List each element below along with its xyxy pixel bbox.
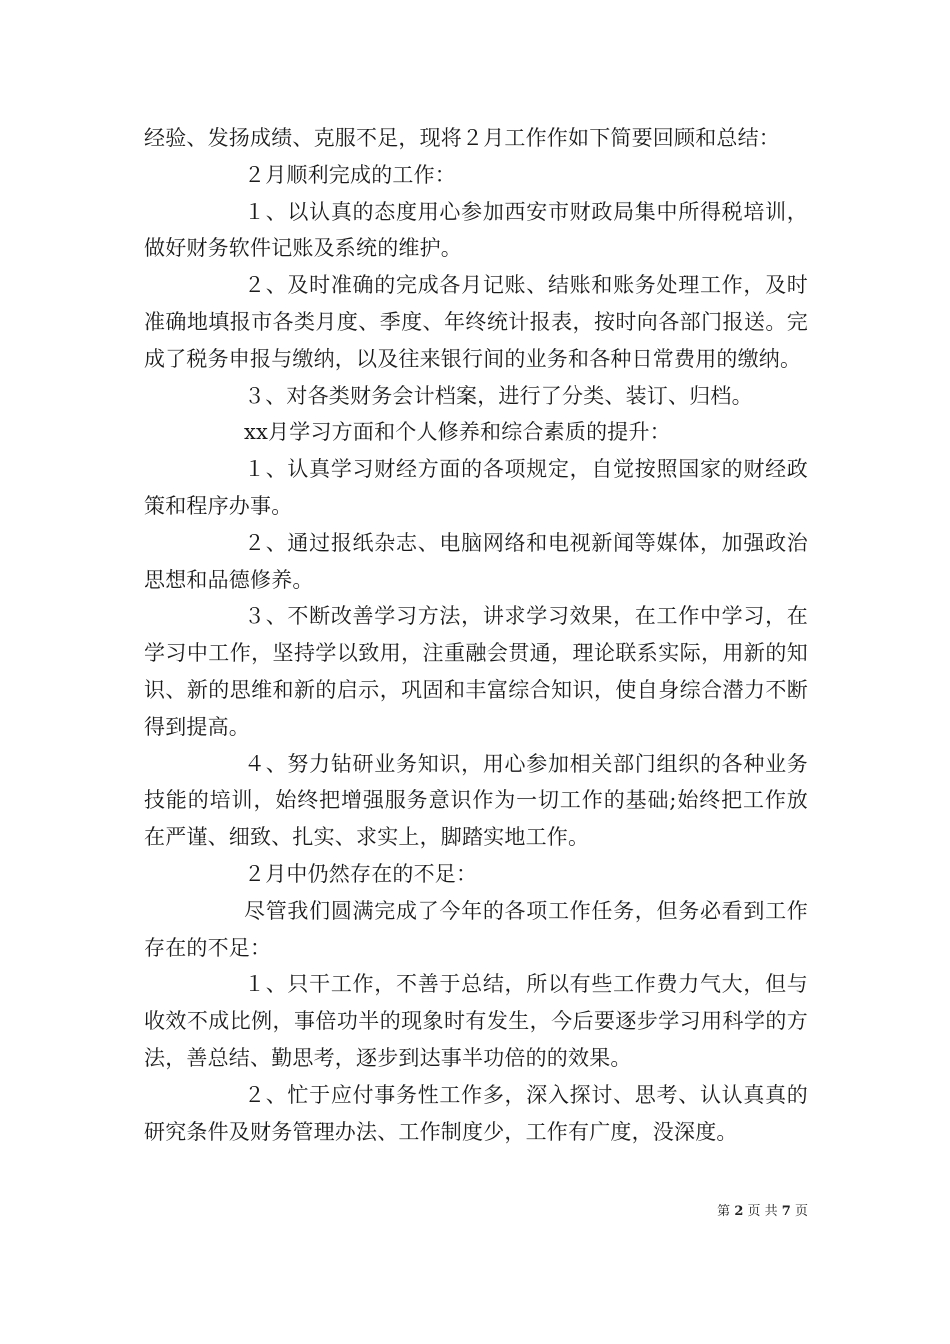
paragraph: ２、及时准确的完成各月记账、结账和账务处理工作，及时准确地填报市各类月度、季度、年终统计报表，按时向各部门报送。完成了税务申报与缴纳，以及往来银行间的业务和各种日常费用的缴纳。 xyxy=(144,273,808,371)
section-heading: ２月顺利完成的工作： xyxy=(244,162,456,187)
current-page-number: 2 xyxy=(734,1204,744,1219)
paragraph: １、只干工作，不善于总结，所以有些工作费力气大，但与收效不成比例，事倍功半的现象时有发生，今后要逐步学习用科学的方法，善总结、勤思考，逐步到达事半功倍的的效果。 xyxy=(144,972,808,1070)
paragraph: ４、努力钻研业务知识，用心参加相关部门组织的各种业务技能的培训，始终把增强服务意识作为一切工作的基础;始终把工作放在严谨、细致、扎实、求实上，脚踏实地工作。 xyxy=(144,751,808,850)
paragraph: 尽管我们圆满完成了今年的各项工作任务，但务必看到工作存在的不足： xyxy=(144,898,808,960)
section-heading: xx月学习方面和个人修养和综合素质的提升： xyxy=(244,420,671,445)
footer-middle: 页 共 xyxy=(747,1204,778,1219)
paragraph: ３、对各类财务会计档案，进行了分类、装订、归档。 xyxy=(244,383,753,408)
footer-prefix: 第 xyxy=(717,1204,731,1219)
paragraph: １、以认真的态度用心参加西安市财政局集中所得税培训，做好财务软件记账及系统的维护。 xyxy=(144,199,808,261)
document-body xyxy=(144,120,808,1150)
paragraph: ２、忙于应付事务性工作多，深入探讨、思考、认认真真的研究条件及财务管理办法、工作制度少，工作有广度，没深度。 xyxy=(144,1082,808,1144)
page-footer xyxy=(0,1203,808,1221)
paragraph: ３、不断改善学习方法，讲求学习效果，在工作中学习，在学习中工作，坚持学以致用，注重融会贯通，理论联系实际，用新的知识、新的思维和新的启示，巩固和丰富综合知识，使自身综合潜力不断得到提高。 xyxy=(144,604,808,739)
paragraph: ２、通过报纸杂志、电脑网络和电视新闻等媒体，加强政治思想和品德修养。 xyxy=(144,530,808,592)
paragraph: 经验、发扬成绩、克服不足，现将２月工作作如下简要回顾和总结： xyxy=(144,126,780,150)
paragraph: １、认真学习财经方面的各项规定，自觉按照国家的财经政策和程序办事。 xyxy=(144,457,808,518)
total-page-number: 7 xyxy=(781,1204,791,1219)
footer-suffix: 页 xyxy=(794,1204,808,1219)
section-heading: ２月中仍然存在的不足： xyxy=(244,861,478,886)
